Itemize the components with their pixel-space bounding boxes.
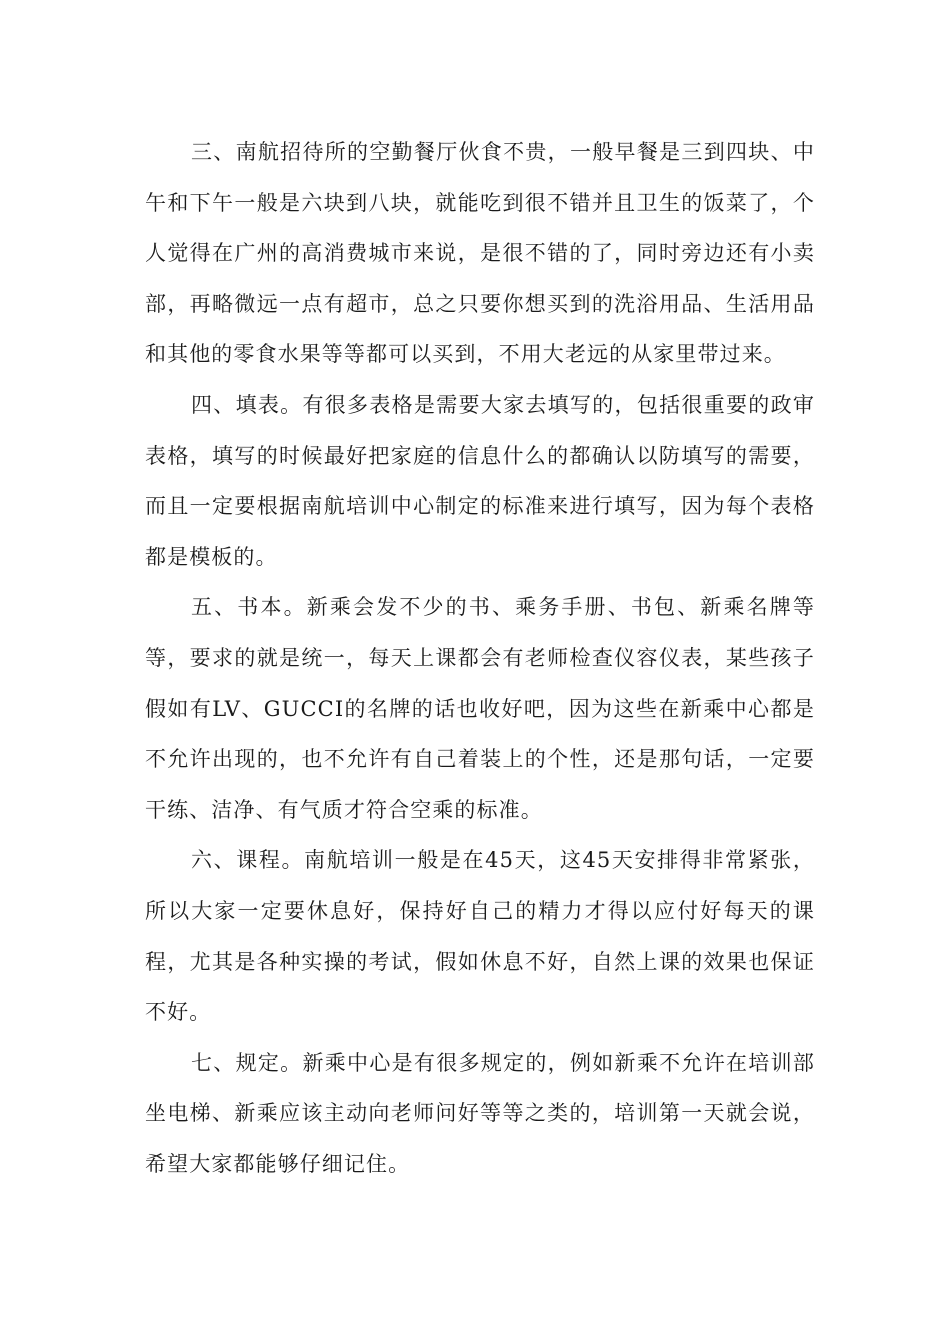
paragraph-meals: 三、南航招待所的空勤餐厅伙食不贵，一般早餐是三到四块、中午和下午一般是六块到八块，就能吃到很不错并且卫生的饭菜了，个人觉得在广州的高消费城市来说，是很不错的了，同时旁边还有小卖部，再略微远一点有超市，总之只要你想买到的洗浴用品、生活用品和其他的零食水果等等都可以买到，不用大老远的从家里带过来。 bbox=[145, 140, 815, 367]
paragraph-courses: 六、课程。南航培训一般是在45天，这45天安排得非常紧张，所以大家一定要休息好，保持好自己的精力才得以应付好每天的课程，尤其是各种实操的考试，假如休息不好，自然上课的效果也保证不好。 bbox=[145, 848, 815, 1025]
paragraph-rules: 七、规定。新乘中心是有很多规定的，例如新乘不允许在培训部坐电梯、新乘应该主动向老师问好等等之类的，培训第一天就会说，希望大家都能够仔细记住。 bbox=[145, 1050, 815, 1176]
paragraph-books: 五、书本。新乘会发不少的书、乘务手册、书包、新乘名牌等等，要求的就是统一，每天上课都会有老师检查仪容仪表，某些孩子假如有LV、GUCCI的名牌的话也收好吧，因为这些在新乘中心都是不允许出现的，也不允许有自己着装上的个性，还是那句话，一定要干练、洁净、有气质才符合空乘的标准。 bbox=[145, 595, 815, 822]
document-body bbox=[145, 127, 815, 1189]
paragraph-forms: 四、填表。有很多表格是需要大家去填写的，包括很重要的政审表格，填写的时候最好把家庭的信息什么的都确认以防填写的需要，而且一定要根据南航培训中心制定的标准来进行填写，因为每个表格都是模板的。 bbox=[145, 392, 815, 569]
